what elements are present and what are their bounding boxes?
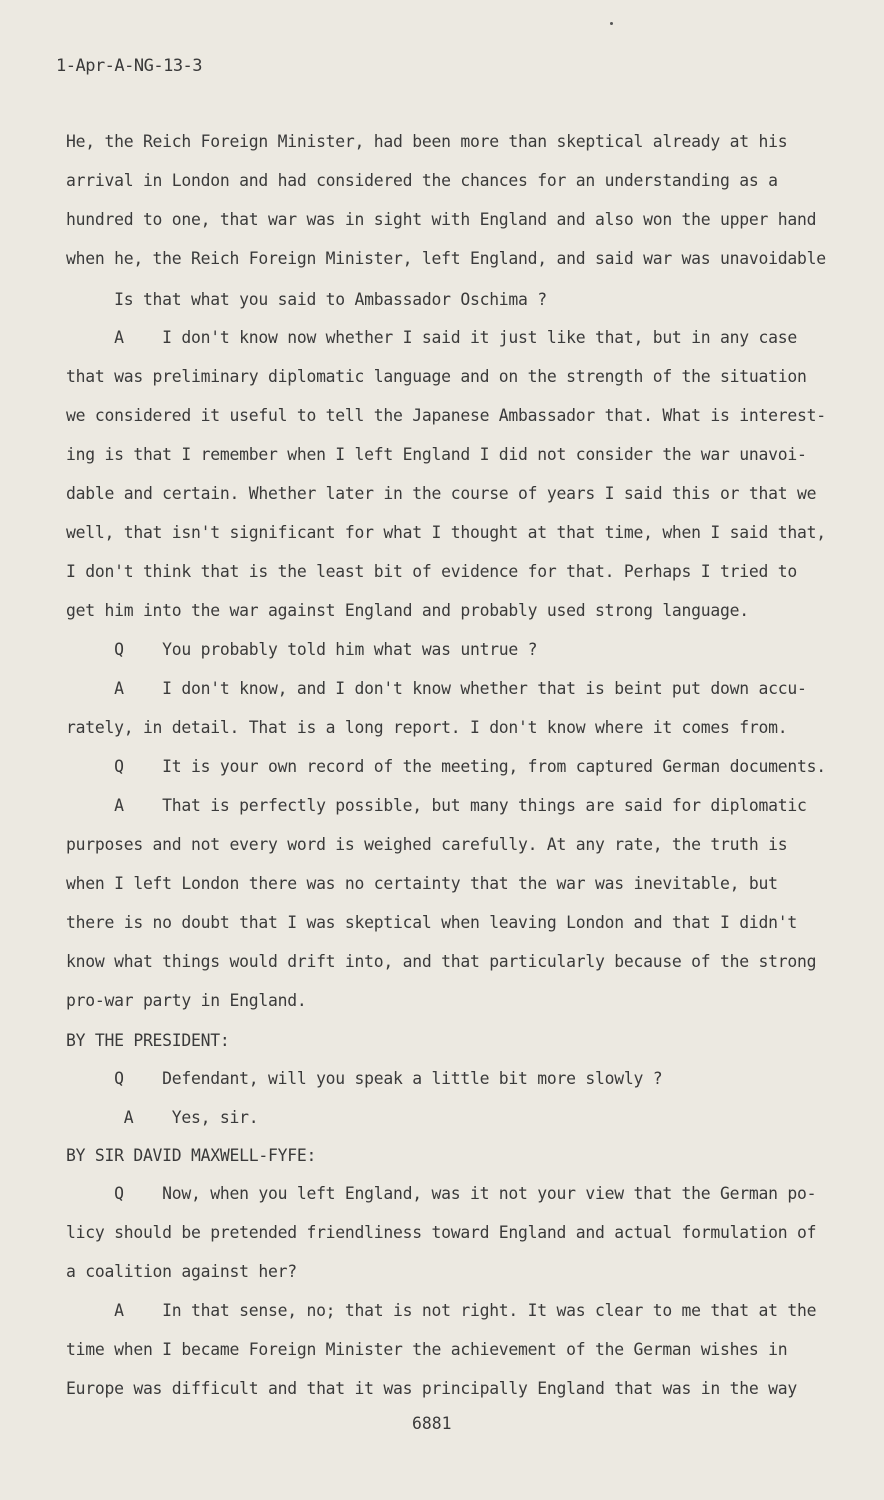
transcript-line: get him into the war against England and probably used strong language. — [66, 601, 749, 620]
ink-speck — [610, 22, 613, 25]
transcript-line: He, the Reich Foreign Minister, had been more than skeptical already at his — [66, 132, 788, 151]
transcript-line: Q Defendant, will you speak a little bit more slowly ? — [66, 1069, 663, 1088]
transcript-line: dable and certain. Whether later in the course of years I said this or that we — [66, 484, 817, 503]
transcript-line: A That is perfectly possible, but many things are said for diplomatic — [66, 796, 807, 815]
transcript-line: Europe was difficult and that it was principally England that was in the way — [66, 1379, 797, 1398]
transcript-line: A I don't know now whether I said it just like that, but in any case — [66, 328, 797, 347]
transcript-line: Q Now, when you left England, was it not your view that the German po- — [66, 1184, 817, 1203]
transcript-line: Q You probably told him what was untrue ? — [66, 640, 538, 659]
transcript-line: A Yes, sir. — [66, 1108, 259, 1127]
page-number: 6881 — [412, 1414, 452, 1433]
transcript-line: ing is that I remember when I left England I did not consider the war unavoi- — [66, 445, 807, 464]
transcript-line: time when I became Foreign Minister the achievement of the German wishes in — [66, 1340, 788, 1359]
transcript-line: pro-war party in England. — [66, 991, 307, 1010]
transcript-line: A In that sense, no; that is not right. It was clear to me that at the — [66, 1301, 817, 1320]
transcript-line: that was preliminary diplomatic language and on the strength of the situation — [66, 367, 807, 386]
transcript-line: BY THE PRESIDENT: — [66, 1031, 230, 1050]
transcript-line: when he, the Reich Foreign Minister, left England, and said war was unavoidable — [66, 249, 826, 268]
transcript-line: Q It is your own record of the meeting, from captured German documents. — [66, 757, 826, 776]
transcript-line: we considered it useful to tell the Japanese Ambassador that. What is interest- — [66, 406, 826, 425]
transcript-line: BY SIR DAVID MAXWELL-FYFE: — [66, 1146, 317, 1165]
transcript-line: arrival in London and had considered the chances for an understanding as a — [66, 171, 778, 190]
transcript-line: rately, in detail. That is a long report. I don't know where it comes from. — [66, 718, 788, 737]
transcript-line: A I don't know, and I don't know whether that is beint put down accu- — [66, 679, 807, 698]
transcript-line: I don't think that is the least bit of evidence for that. Perhaps I tried to — [66, 562, 797, 581]
transcript-line: there is no doubt that I was skeptical when leaving London and that I didn't — [66, 913, 797, 932]
transcript-line: Is that what you said to Ambassador Oschima ? — [66, 290, 547, 309]
transcript-line: when I left London there was no certainty that the war was inevitable, but — [66, 874, 778, 893]
transcript-line: purposes and not every word is weighed carefully. At any rate, the truth is — [66, 835, 788, 854]
transcript-line: well, that isn't significant for what I thought at that time, when I said that, — [66, 523, 826, 542]
transcript-line: a coalition against her? — [66, 1262, 297, 1281]
transcript-line: licy should be pretended friendliness toward England and actual formulation of — [66, 1223, 817, 1242]
transcript-line: hundred to one, that war was in sight with England and also won the upper hand — [66, 210, 817, 229]
document-reference: 1-Apr-A-NG-13-3 — [56, 56, 203, 76]
transcript-line: know what things would drift into, and that particularly because of the strong — [66, 952, 817, 971]
